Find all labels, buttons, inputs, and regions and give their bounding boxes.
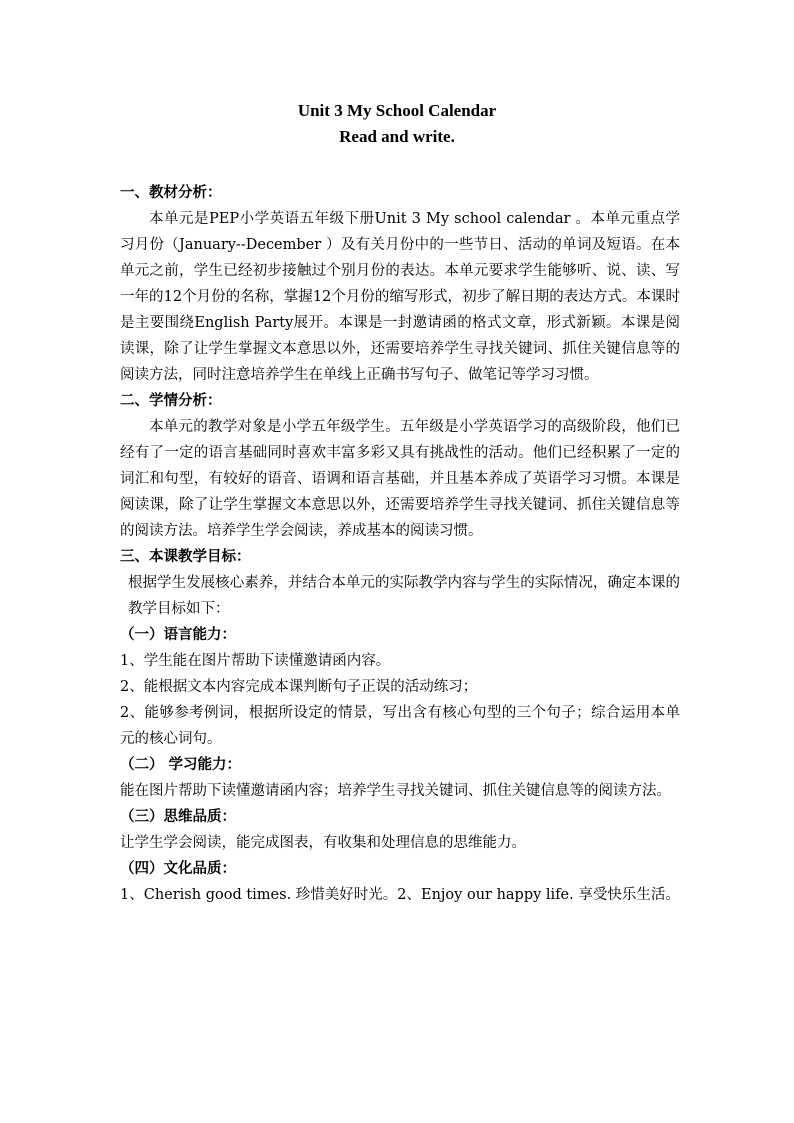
section-paragraph-textbook-analysis: 本单元是PEP小学英语五年级下册Unit 3 My school calendar 。本单元重点学习月份（January--December ）及有关月份中的一些节日、活动的单词及短语。在本单元之前，学生已经初步接触过个别月份的表达。本单元要求学生能够听、说、读、写一年的12个月份的名称，掌握12个月份的缩写形式，初步了解日期的表达方式。本课时是主要围绕English Party展开。本课是一封邀请函的格式文章，形式新颖。本课是阅读课，除了让学生掌握文本意思以外，还需要培养学生寻找关键词、抓住关键信息等的阅读方法，同时注意培养学生在单线上正确书写句子、做笔记等学习习惯。 xyxy=(120,211,680,383)
document-title: Unit 3 My School Calendar xyxy=(297,101,497,120)
objective-heading-thinking-quality: （三）思维品质： xyxy=(120,808,236,825)
objective-item: 2、能根据文本内容完成本课判断句子正误的活动练习； xyxy=(120,679,478,695)
objective-item: 1、Cherish good times. 珍惜美好时光。2、Enjoy our happy life. 享受快乐生活。 xyxy=(120,887,680,903)
objective-heading-cultural-quality: （四）文化品质： xyxy=(120,860,236,877)
objective-item: 让学生学会阅读，能完成图表，有收集和处理信息的思维能力。 xyxy=(120,835,526,851)
objective-item: 能在图片帮助下读懂邀请函内容；培养学生寻找关键词、抓住关键信息等的阅读方法。 xyxy=(120,783,671,799)
section-paragraph-student-analysis: 本单元的教学对象是小学五年级学生。五年级是小学英语学习的高级阶段，他们已经有了一定的语言基础同时喜欢丰富多彩又具有挑战性的活动。他们已经积累了一定的词汇和句型，有较好的语音、语调和语言基础，并且基本养成了英语学习习惯。本课是阅读课，除了让学生掌握文本意思以外，还需要培养学生寻找关键词、抓住关键信息等的阅读方法。培养学生学会阅读，养成基本的阅读习惯。 xyxy=(120,419,680,539)
section-heading-student-analysis: 二、学情分析： xyxy=(120,392,222,409)
section-heading-textbook-analysis: 一、教材分析： xyxy=(120,184,222,201)
objective-heading-language-ability: （一）语言能力： xyxy=(120,626,236,643)
objective-item: 2、能够参考例词，根据所设定的情景，写出含有核心句型的三个句子；综合运用本单元的核心词句。 xyxy=(120,705,680,747)
document-subtitle: Read and write. xyxy=(339,127,455,146)
objective-heading-learning-ability: （二） 学习能力： xyxy=(120,756,242,773)
document-body xyxy=(120,180,680,908)
objective-item: 1、学生能在图片帮助下读懂邀请函内容。 xyxy=(120,653,391,669)
section-paragraph-teaching-objectives: 根据学生发展核心素养，并结合本单元的实际教学内容与学生的实际情况，确定本课的教学目标如下： xyxy=(128,575,680,617)
section-heading-teaching-objectives: 三、本课教学目标： xyxy=(120,548,251,565)
